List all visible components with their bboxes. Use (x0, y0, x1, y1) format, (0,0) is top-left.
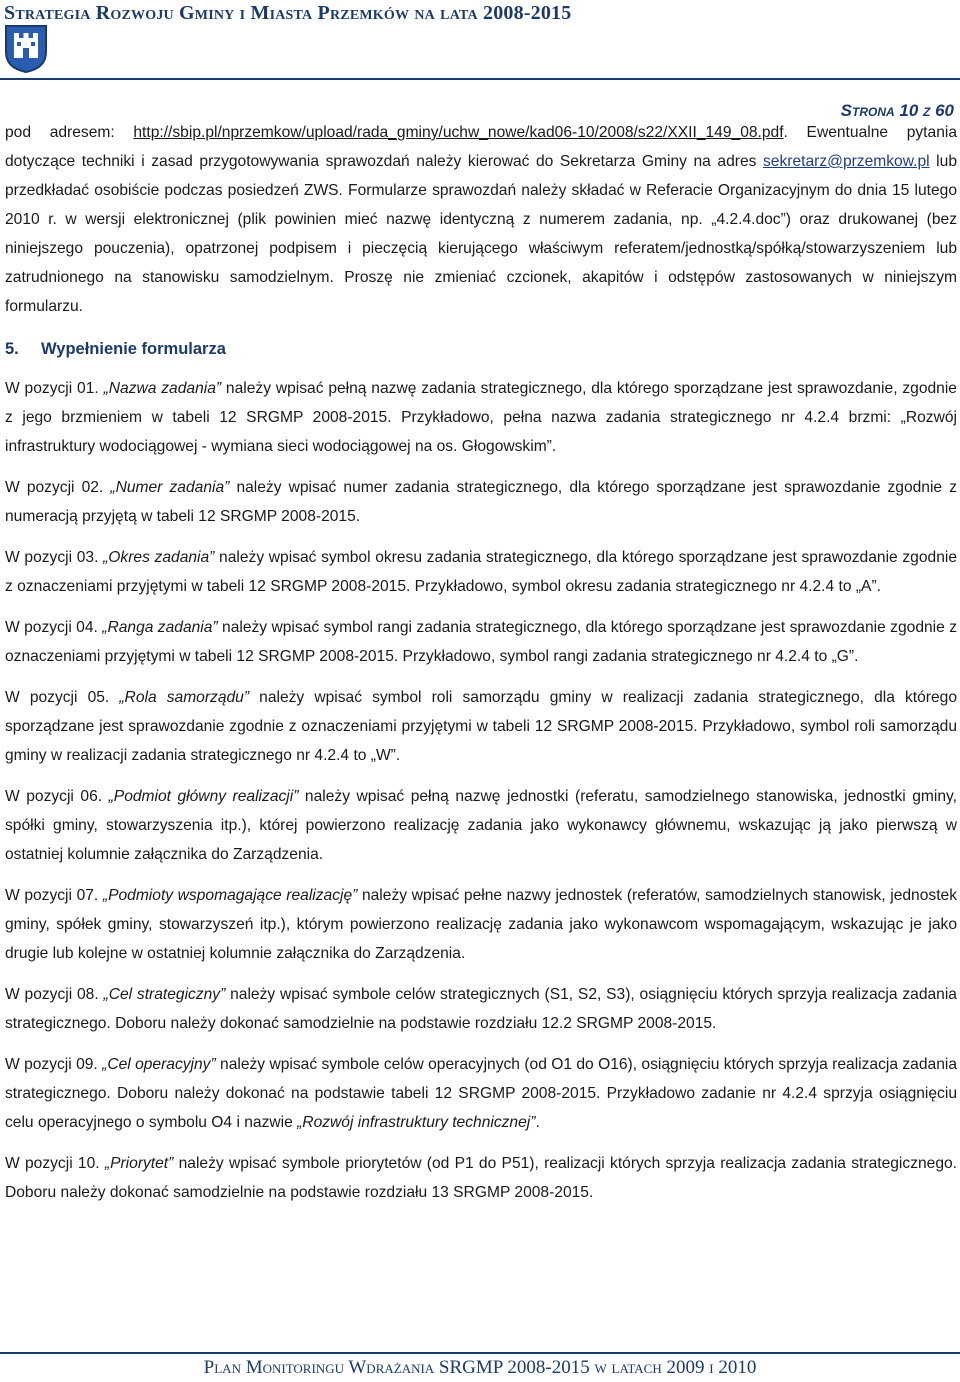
item-04-paragraph: W pozycji 04. „Ranga zadania” należy wpisać symbol rangi zadania strategicznego, dla którego sporządzane jest sprawozdanie zgodnie z oznaczeniami przyjętymi w tabeli 12 SRGMP 2008-2015. Przykładowo, symbol rangi zadania strategicznego nr 4.2.4 to „G”. (5, 619, 957, 665)
item-05-paragraph: W pozycji 05. „Rola samorządu” należy wpisać symbol roli samorządu gminy w realizacji zadania strategicznego, dla którego sporządzane jest sprawozdanie zgodnie z oznaczeniami przyjętymi w tabeli 12 SRGMP 2008-2015. Przykładowo, symbol roli samorządu gminy w realizacji zadania strategicznego nr 4.2.4 to „W”. (5, 689, 957, 764)
intro-paragraph: pod adresem: http://sbip.pl/nprzemkow/upload/rada_gminy/uchw_nowe/kad06-10/2008/s22/XXII_149_08.pdf. Ewentualne pytania dotyczące techniki i zasad przygotowywania sprawozdań należy kierować do Sekretarza Gminy na adres sekretarz@przemkow.pl lub przedkładać osobiście podczas posiedzeń ZWS. Formularze sprawozdań należy składać w Referacie Organizacyjnym do dnia 15 lutego 2010 r. w wersji elektronicznej (plik powinien mieć nazwę identyczną z numerem zadania, np. „4.2.4.doc”) oraz drukowanej (bez niniejszego pouczenia), opatrzonej podpisem i pieczęcią kierującego właściwym referatem/jednostką/spółką/stowarzyszeniem lub zatrudnionego na stanowisku samodzielnym. Proszę nie zmieniać czcionek, akapitów i odstępów zastosowanych w niniejszym formularzu. (5, 124, 958, 315)
item-06-paragraph: W pozycji 06. „Podmiot główny realizacji” należy wpisać pełną nazwę jednostki (referatu, samodzielnego stanowiska, jednostki gminy, spółki gminy, stowarzyszenia itp.), której powierzono realizację zadania jako wykonawcy głównemu, wskazując ją jako pierwszą w ostatniej kolumnie załącznika do Zarządzenia. (5, 788, 957, 863)
section-number: 5. (5, 340, 19, 358)
item-10-paragraph: W pozycji 10. „Priorytet” należy wpisać symbole priorytetów (od P1 do P51), realizacji których sprzyja realizacja zadania strategicznego. Doboru należy dokonać samodzielnie na podstawie rozdziału 13 SRGMP 2008-2015. (5, 1155, 958, 1201)
item-02-paragraph: W pozycji 02. „Numer zadania” należy wpisać numer zadania strategicznego, dla którego sporządzane jest sprawozdanie zgodnie z numeracją przyjętą w tabeli 12 SRGMP 2008-2015. (5, 479, 958, 525)
footer-text: Plan Monitoringu Wdrażania SRGMP 2008-2015 w latach 2009 i 2010 (203, 1357, 757, 1378)
document-body (5, 118, 957, 1207)
page-header (0, 0, 960, 80)
item-09-paragraph: W pozycji 09. „Cel operacyjny” należy wpisać symbole celów operacyjnych (od O1 do O16), osiągnięciu których sprzyja realizacja zadania strategicznego. Doboru należy dokonać na podstawie tabeli 12 SRGMP 2008-2015. Przykładowo zadanie nr 4.2.4 sprzyja osiągnięciu celu operacyjnego o symbolu O4 i nazwie „Rozwój infrastruktury technicznej”. (5, 1056, 958, 1131)
header-title: Strategia Rozwoju Gminy i Miasta Przemków na lata 2008-2015 (4, 2, 572, 24)
page-footer (0, 1352, 960, 1382)
page-number: Strona 10 z 60 (840, 101, 954, 120)
uchwala-pdf-link[interactable]: http://sbip.pl/nprzemkow/upload/rada_gminy/uchw_nowe/kad06-10/2008/s22/XXII_149_08.pdf (133, 124, 784, 141)
section-heading (5, 335, 957, 364)
section-title: Wypełnienie formularza (41, 340, 226, 358)
coat-of-arms-icon (4, 24, 48, 74)
item-01-paragraph: W pozycji 01. „Nazwa zadania” należy wpisać pełną nazwę zadania strategicznego, dla którego sporządzane jest sprawozdanie, zgodnie z jego brzmieniem w tabeli 12 SRGMP 2008-2015. Przykładowo, pełna nazwa zadania strategicznego nr 4.2.4 brzmi: „Rozwój infrastruktury wodociągowej - wymiana sieci wodociągowej na os. Głogowskim”. (5, 380, 957, 455)
item-07-paragraph: W pozycji 07. „Podmioty wspomagające realizację” należy wpisać pełne nazwy jednostek (referatów, samodzielnych stanowisk, jednostek gminy, spółek gminy, stowarzyszeń itp.), którym powierzono realizację zadania jako wykonawcom wspomagającym, wskazując je jako drugie lub kolejne w ostatniej kolumnie załącznika do Zarządzenia. (5, 887, 957, 962)
email-link[interactable]: sekretarz@przemkow.pl (762, 153, 930, 170)
item-03-paragraph: W pozycji 03. „Okres zadania” należy wpisać symbol okresu zadania strategicznego, dla którego sporządzane jest sprawozdanie zgodnie z oznaczeniami przyjętymi w tabeli 12 SRGMP 2008-2015. Przykładowo, symbol okresu zadania strategicznego nr 4.2.4 to „A”. (5, 549, 958, 595)
item-08-paragraph: W pozycji 08. „Cel strategiczny” należy wpisać symbole celów strategicznych (S1, S2, S3), osiągnięciu których sprzyja realizacja zadania strategicznego. Doboru należy dokonać samodzielnie na podstawie rozdziału 12.2 SRGMP 2008-2015. (5, 986, 957, 1032)
